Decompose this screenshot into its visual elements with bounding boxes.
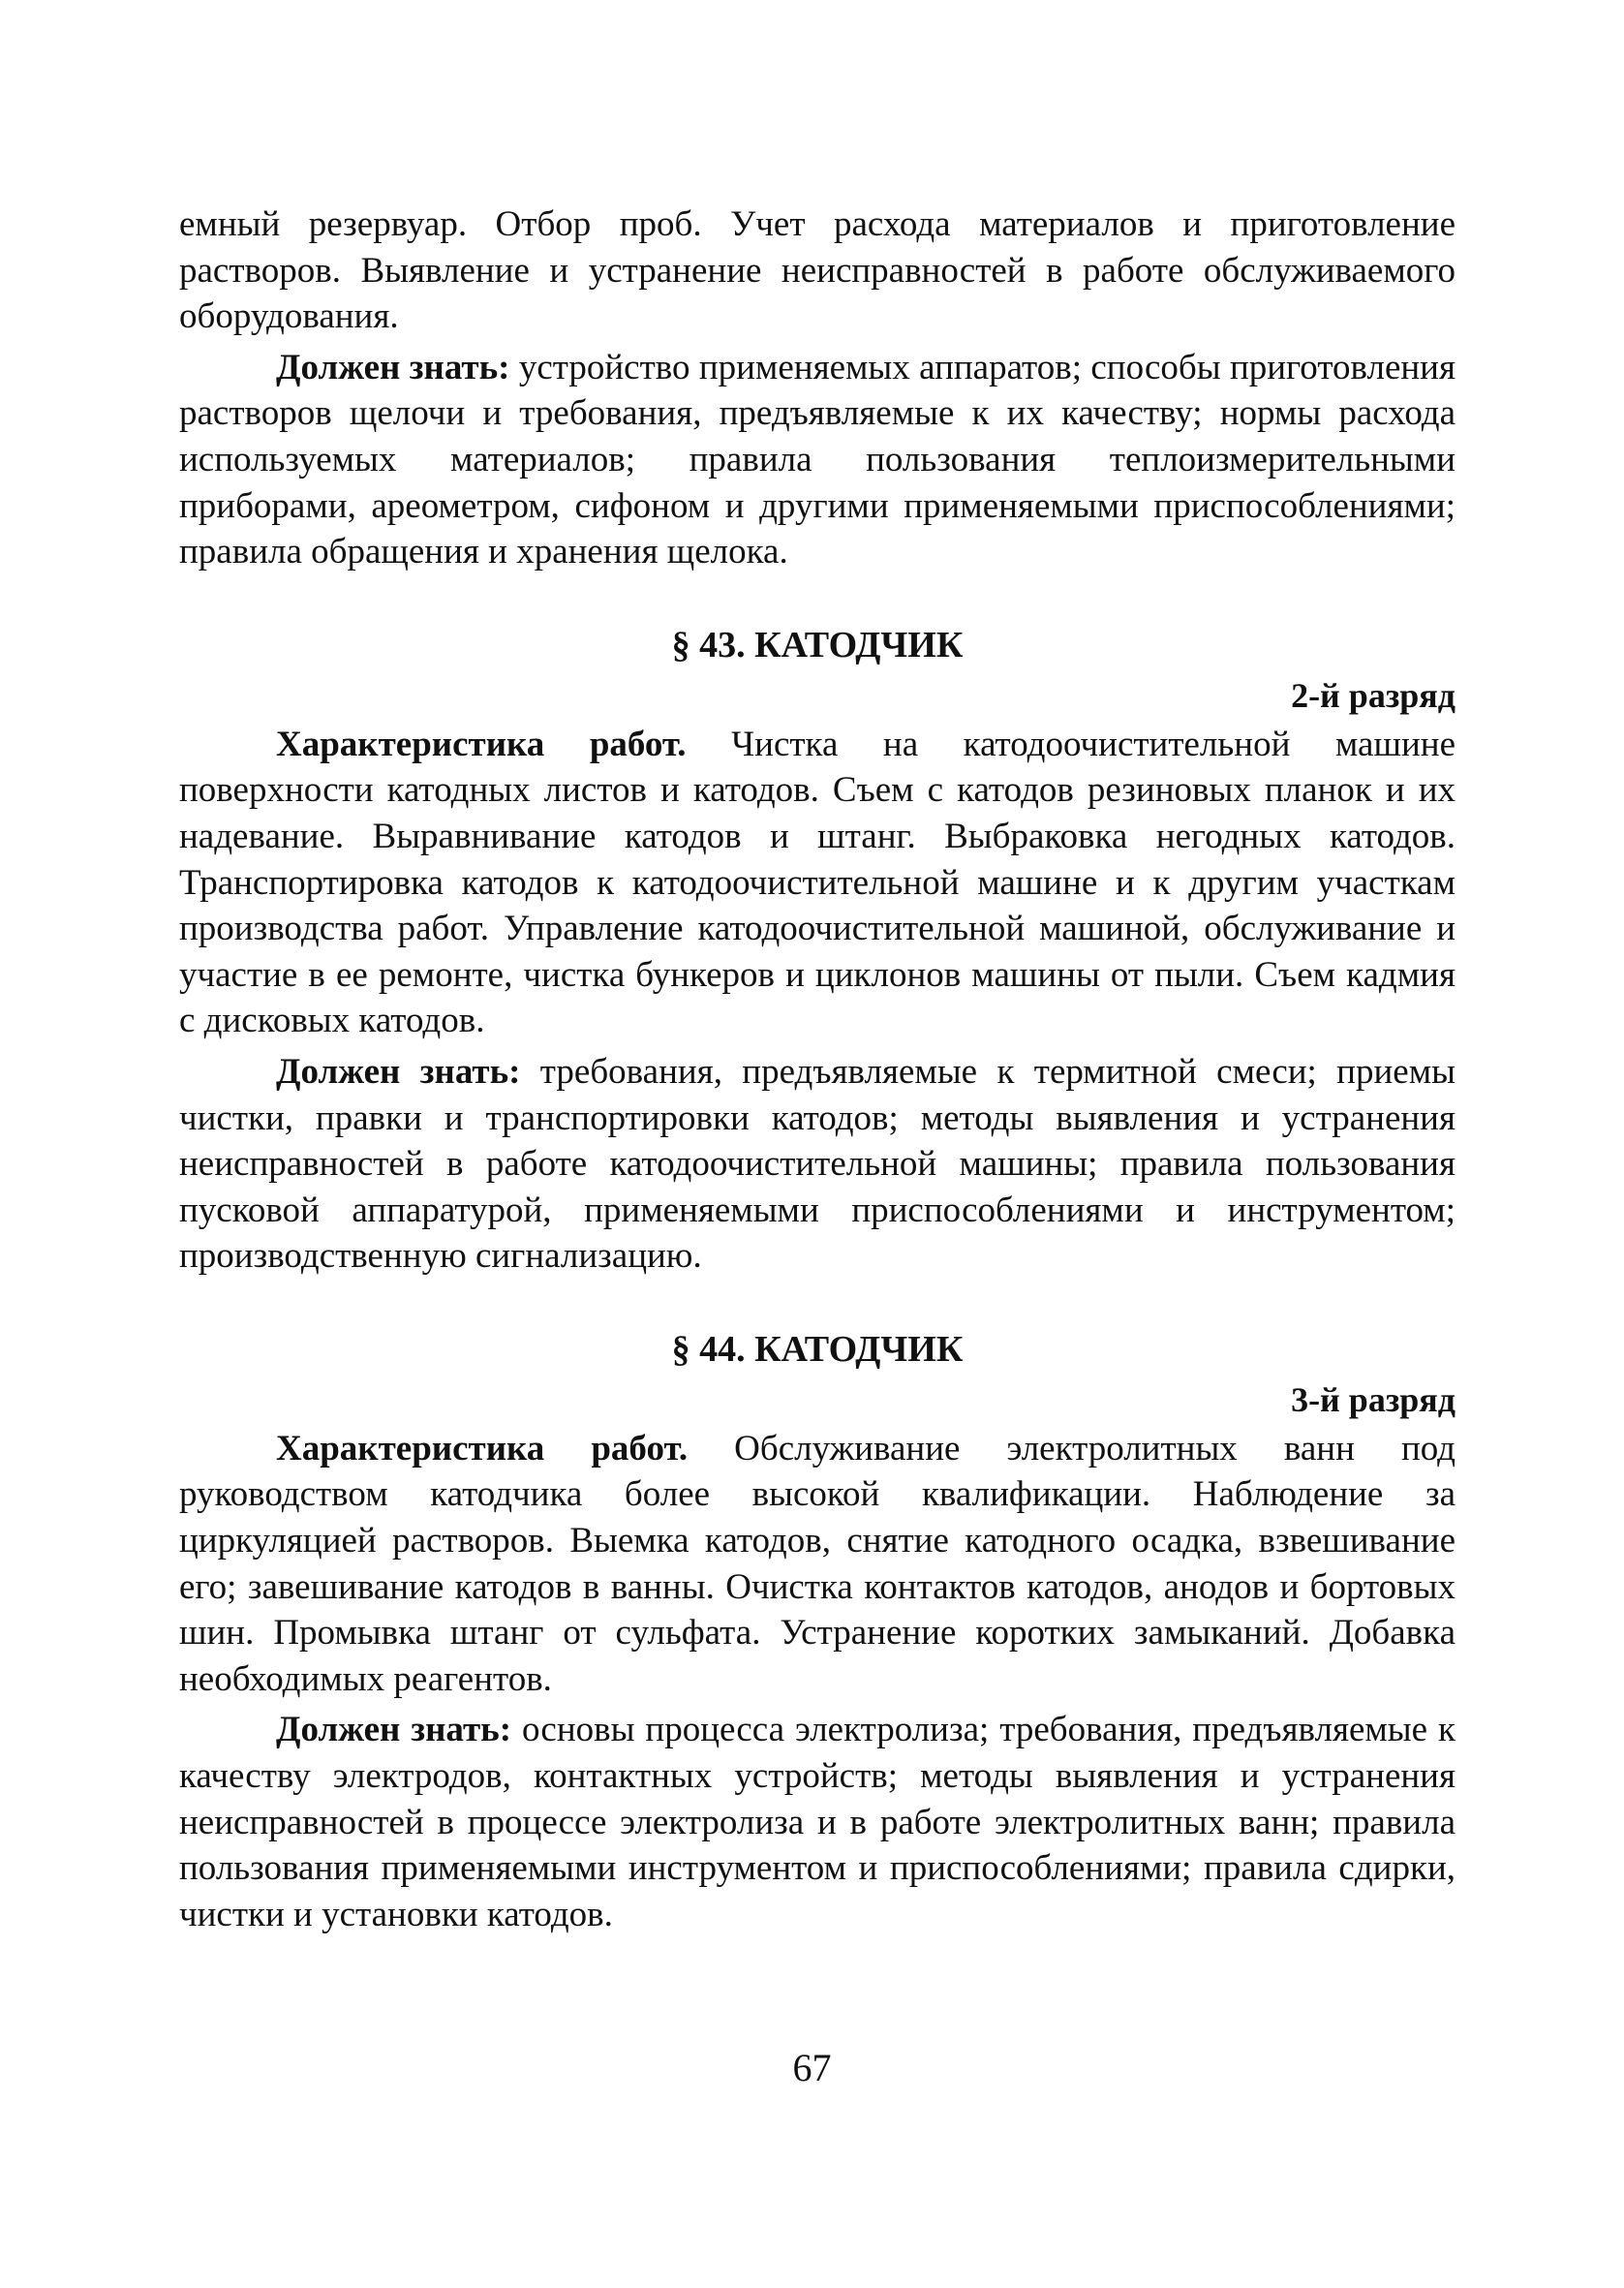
section-title-44: § 44. КАТОДЧИК <box>671 1328 964 1370</box>
knowledge-label: Должен знать: <box>276 1710 512 1750</box>
knowledge-text: требования, предъявляемые к термитной смеси; приемы чистки, правки и транспортировки катодов; методы выявления и устранения неисправностей в работе катодоочистительной машины; правила пользования пусковой аппаратурой, применяемыми приспособлениями и инструментом; производственную сигнализацию. <box>179 1051 1455 1277</box>
section-grade-43: 2-й разряд <box>1291 675 1455 715</box>
work-text: Обслуживание электролитных ванн под руководством катодчика более высокой квалификации. Наблюдение за циркуляцией растворов. Выемка катодов, снятие катодного осадка, взвешивание его; завешивание катодов в ванны. Очистка контактов катодов, анодов и бортовых шин. Промывка штанг от сульфата. Устранение коротких замыканий. Добавка необходимых реагентов. <box>179 1428 1456 1699</box>
work-text: Чистка на катодоочистительной машине поверхности катодных листов и катодов. Съем с катодов резиновых планок и их надевание. Выравнивание катодов и штанг. Выбраковка негодных катодов. Транспортировка катодов к катодоочистительной машине и к другим участкам производства работ. Управление катодоочистительной машиной, обслуживание и участие в ее ремонте, чистка бункеров и циклонов машины от пыли. Съем кадмия с дисковых катодов. <box>179 724 1455 1041</box>
intro-knowledge-paragraph <box>179 345 1455 575</box>
section-grade-44: 3-й разряд <box>1291 1379 1455 1419</box>
intro-continuation-paragraph: емный резервуар. Отбор проб. Учет расхода материалов и приготовление растворов. Выявление и устранение неисправностей в работе обслуживаемого оборудования. <box>179 204 1455 337</box>
knowledge-text: основы процесса электролиза; требования, предъявляемые к качеству электродов, контактных устройств; методы выявления и устранения неисправностей в процессе электролиза и в работе электролитных ванн; правила пользования применяемыми инструментом и приспособлениями; правила сдирки, чистки и установки катодов. <box>179 1710 1455 1934</box>
section-44-work-paragraph <box>179 1426 1455 1703</box>
document-page <box>179 201 1455 1937</box>
section-43-knowledge-paragraph <box>179 1049 1455 1280</box>
page-number: 67 <box>792 2046 832 2089</box>
section-title-43: § 43. КАТОДЧИК <box>671 624 964 665</box>
section-43-work-paragraph <box>179 722 1455 1044</box>
work-label: Характеристика работ. <box>276 1428 689 1469</box>
section-44-knowledge-paragraph <box>179 1707 1455 1937</box>
knowledge-text: устройство применяемых аппаратов; способы приготовления растворов щелочи и требования, предъявляемые к их качеству; нормы расхода используемых материалов; правила пользования теплоизмерительными приборами, ареометром, сифоном и другими применяемыми приспособлениями; правила обращения и хранения щелока. <box>179 347 1455 572</box>
knowledge-label: Должен знать: <box>276 347 510 387</box>
work-label: Характеристика работ. <box>276 724 687 764</box>
knowledge-label: Должен знать: <box>276 1051 521 1092</box>
